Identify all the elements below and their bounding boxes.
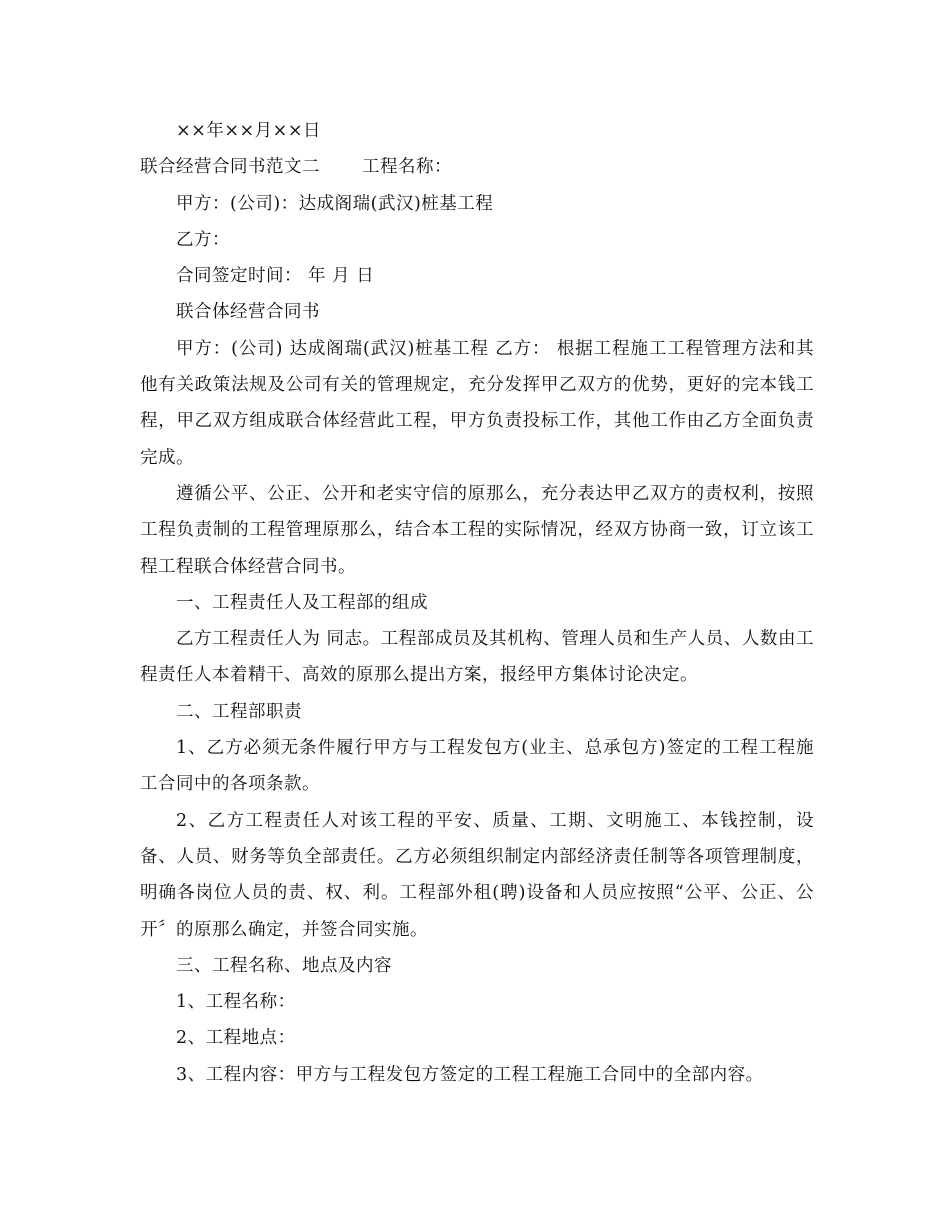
document-body: [140, 113, 814, 1093]
party-a-line: 甲方：(公司)：达成阁瑞(武汉)桩基工程: [176, 193, 494, 214]
sign-time-line: 合同签定时间： 年 月 日: [176, 266, 375, 287]
section1-heading: 一、工程责任人及工程部的组成: [176, 592, 428, 613]
document-title: 联合经营合同书范文二: [140, 157, 320, 178]
section3-item1: 1、工程名称：: [176, 992, 296, 1013]
project-name-label: 工程名称：: [362, 157, 452, 178]
section3-item2: 2、工程地点：: [176, 1028, 296, 1049]
party-b-line: 乙方：: [176, 229, 230, 250]
section2-heading: 二、工程部职责: [176, 701, 302, 722]
header-row: [140, 149, 814, 185]
section3-heading: 三、工程名称、地点及内容: [176, 955, 392, 976]
section1-body: 乙方工程责任人为 同志。工程部成员及其机构、管理人员和生产人员、人数由工程责任人本着精干、高效的原那么提出方案，报经甲方集体讨论决定。: [140, 629, 814, 686]
section3-item3: 3、工程内容：甲方与工程发包方签定的工程工程施工合同中的全部内容。: [176, 1064, 764, 1085]
date-line: ××年××月××日: [176, 121, 321, 141]
section2-item2: 2、乙方工程责任人对该工程的平安、质量、工期、文明施工、本钱控制，设备、人员、财务等负全部责任。乙方必须组织制定内部经济责任制等各项管理制度，明确各岗位人员的责、权、利。工程部外租(聘)设备和人员应按照“公平、公正、公开〞的原那么确定，并签合同实施。: [140, 810, 814, 940]
intro-paragraph: 甲方：(公司) 达成阁瑞(武汉)桩基工程 乙方： 根据工程施工工程管理方法和其他有关政策法规及公司有关的管理规定，充分发挥甲乙双方的优势，更好的完本钱工程，甲乙双方组成联合体经营此工程，甲方负责投标工作，其他工作由乙方全面负责完成。: [140, 338, 814, 468]
contract-title: 联合体经营合同书: [176, 302, 320, 323]
principles-paragraph: 遵循公平、公正、公开和老实守信的原那么，充分表达甲乙双方的责权利，按照工程负责制的工程管理原那么，结合本工程的实际情况，经双方协商一致，订立该工程工程联合体经营合同书。: [140, 483, 814, 577]
section2-item1: 1、乙方必须无条件履行甲方与工程发包方(业主、总承包方)签定的工程工程施工合同中的各项条款。: [140, 738, 814, 795]
